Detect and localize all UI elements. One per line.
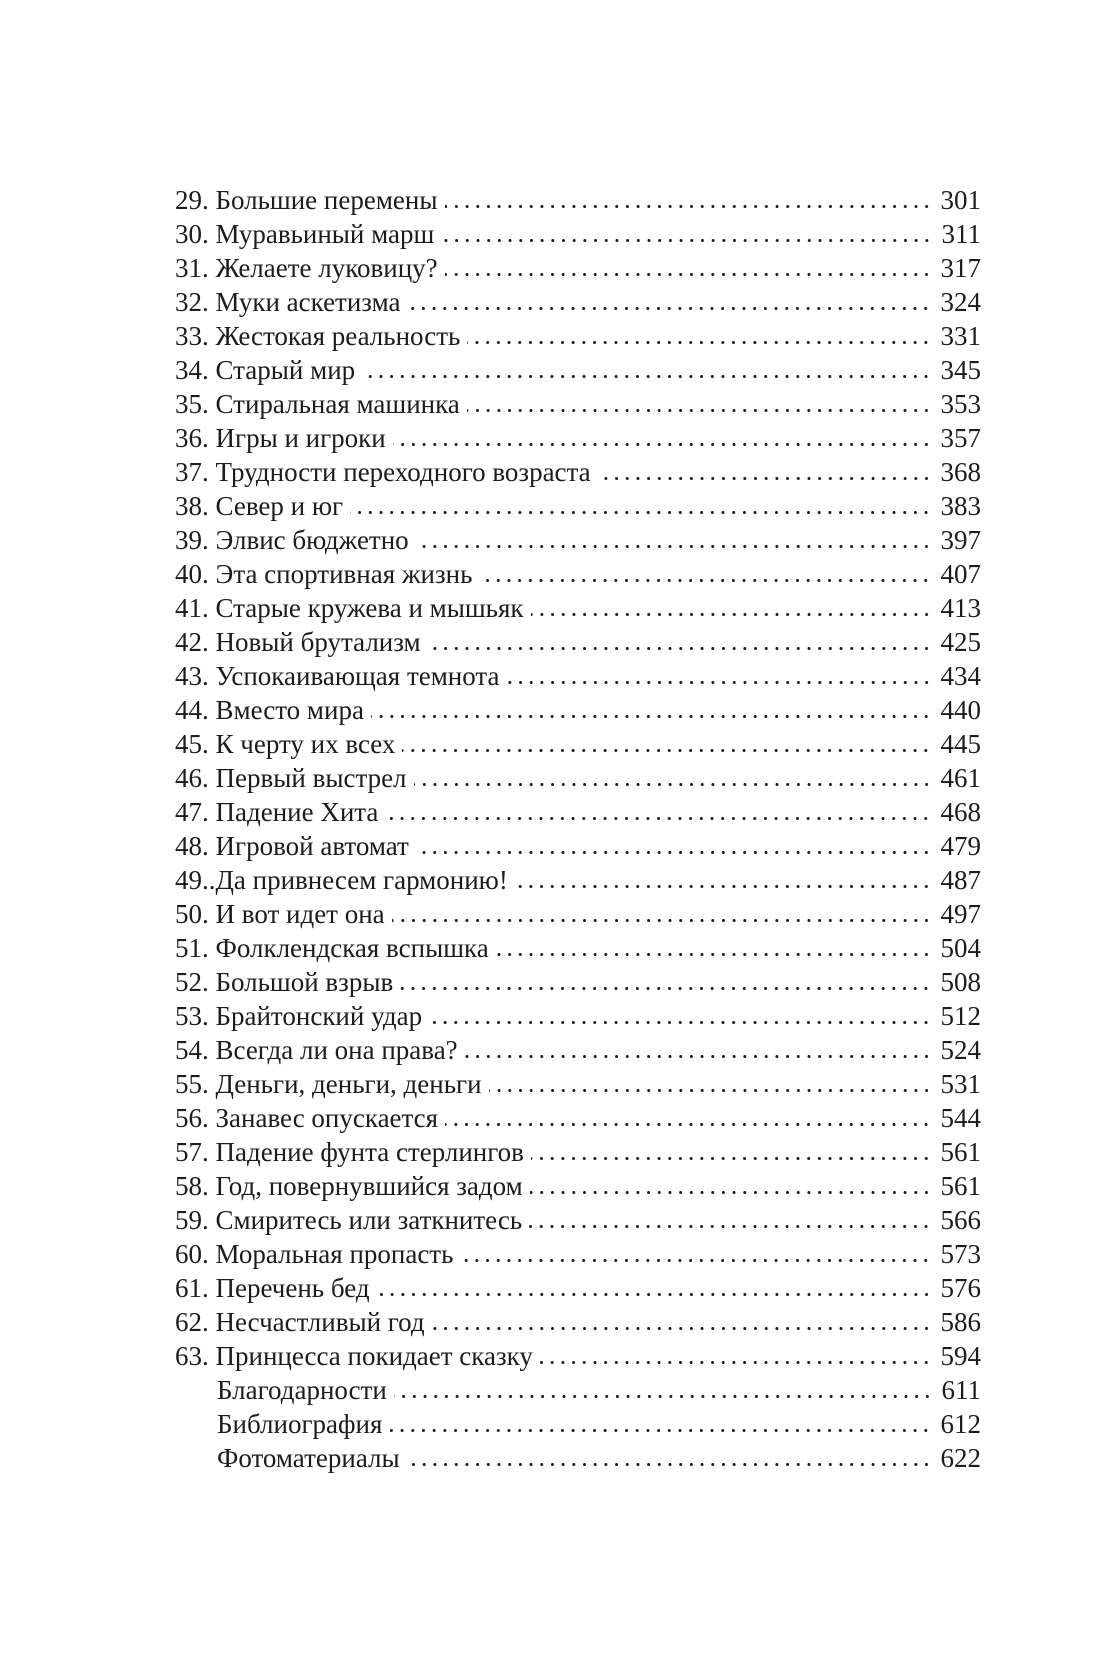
toc-entry-page: 331	[940, 321, 981, 351]
toc-entry	[175, 1203, 981, 1237]
dot-leader	[465, 1033, 932, 1067]
dot-leader	[460, 1237, 931, 1271]
toc-entry-label: 56. Занавес опускается	[175, 1103, 439, 1133]
toc-entry-page: 479	[940, 831, 981, 861]
dot-leader	[507, 659, 932, 693]
toc-entry	[175, 285, 981, 319]
toc-entry	[175, 829, 981, 863]
toc-entry-label: 36. Игры и игроки	[175, 423, 386, 453]
toc-entry-page: 561	[940, 1171, 981, 1201]
toc-entry-page: 576	[940, 1273, 981, 1303]
dot-leader	[467, 319, 931, 353]
toc-entry-label: 63. Принцесса покидает сказку	[175, 1341, 533, 1371]
dot-leader	[371, 693, 932, 727]
toc-entry	[175, 1271, 981, 1305]
toc-entry	[175, 319, 981, 353]
toc-entry-label: 39. Элвис бюджетно	[175, 525, 409, 555]
toc-entry-page: 504	[940, 933, 981, 963]
toc-entry	[175, 455, 981, 489]
toc-entry-label: 45. К черту их всех	[175, 729, 396, 759]
toc-entry-page: 531	[940, 1069, 981, 1099]
dot-leader	[441, 217, 932, 251]
toc-entry-page: 561	[940, 1137, 981, 1167]
toc-entry-page: 440	[940, 695, 981, 725]
toc-entry	[175, 659, 981, 693]
toc-entry-label: 38. Север и юг	[175, 491, 344, 521]
toc-entry-label: 41. Старые кружева и мышьяк	[175, 593, 524, 623]
toc-entry	[175, 1237, 981, 1271]
dot-leader	[402, 727, 931, 761]
toc-entry-page: 586	[940, 1307, 981, 1337]
toc-entry-label: 32. Муки аскетизма	[175, 287, 401, 317]
dot-leader	[407, 285, 931, 319]
dot-leader	[400, 965, 931, 999]
toc-entry-page: 524	[940, 1035, 981, 1065]
toc-entry	[175, 1101, 981, 1135]
toc-entry-page: 425	[940, 627, 981, 657]
toc-entry-label: 44. Вместо мира	[175, 695, 364, 725]
toc-entry-page: 383	[940, 491, 981, 521]
dot-leader	[377, 1271, 932, 1305]
dot-leader	[531, 591, 932, 625]
toc-entry-label: 30. Муравьиный марш	[175, 219, 435, 249]
toc-entry-page: 434	[940, 661, 981, 691]
toc-entry	[175, 557, 981, 591]
toc-entry	[175, 1441, 981, 1475]
toc-entry-page: 301	[940, 185, 981, 215]
toc-entry	[175, 387, 981, 421]
toc-list	[175, 183, 981, 1475]
toc-entry	[175, 693, 981, 727]
toc-entry	[175, 1373, 981, 1407]
toc-entry	[175, 217, 981, 251]
toc-entry-page: 497	[940, 899, 981, 929]
toc-entry-label: 40. Эта спортивная жизнь	[175, 559, 473, 589]
toc-entry-page: 397	[940, 525, 981, 555]
dot-leader	[393, 421, 932, 455]
toc-entry-page: 368	[940, 457, 981, 487]
dot-leader	[530, 1169, 932, 1203]
toc-entry-page: 461	[940, 763, 981, 793]
dot-leader	[531, 1135, 932, 1169]
toc-entry-page: 445	[940, 729, 981, 759]
toc-entry-page: 573	[940, 1239, 981, 1269]
toc-entry	[175, 761, 981, 795]
toc-entry-label: 61. Перечень бед	[175, 1273, 370, 1303]
toc-entry-page: 544	[940, 1103, 981, 1133]
dot-leader	[445, 183, 932, 217]
toc-entry-label: 62. Несчастливый год	[175, 1307, 425, 1337]
toc-entry-page: 357	[940, 423, 981, 453]
toc-entry-page: 508	[940, 967, 981, 997]
toc-entry	[175, 1135, 981, 1169]
dot-leader	[416, 523, 932, 557]
toc-entry-label: 50. И вот идет она	[175, 899, 385, 929]
toc-entry	[175, 727, 981, 761]
toc-entry	[175, 1169, 981, 1203]
dot-leader	[529, 1203, 931, 1237]
toc-entry-label: Библиография	[217, 1409, 383, 1439]
dot-leader	[394, 1373, 933, 1407]
dot-leader	[540, 1339, 932, 1373]
dot-leader	[429, 999, 931, 1033]
dot-leader	[598, 455, 932, 489]
dot-leader	[389, 1407, 931, 1441]
toc-entry-page: 612	[940, 1409, 981, 1439]
dot-leader	[467, 387, 932, 421]
toc-entry-label: 43. Успокаивающая темнота	[175, 661, 500, 691]
toc-entry	[175, 897, 981, 931]
dot-leader	[414, 761, 932, 795]
toc-entry-label: 46. Первый выстрел	[175, 763, 407, 793]
toc-entry	[175, 353, 981, 387]
toc-entry-page: 413	[940, 593, 981, 623]
toc-entry-label: 29. Большие перемены	[175, 185, 438, 215]
toc-entry	[175, 183, 981, 217]
toc-entry-page: 468	[940, 797, 981, 827]
toc-entry-label: 33. Жестокая реальность	[175, 321, 461, 351]
toc-entry-label: 51. Фолклендская вспышка	[175, 933, 489, 963]
toc-entry	[175, 999, 981, 1033]
toc-entry-page: 487	[940, 865, 981, 895]
toc-entry-label: Благодарности	[217, 1375, 387, 1405]
dot-leader	[385, 795, 931, 829]
dot-leader	[496, 931, 932, 965]
dot-leader	[489, 1067, 932, 1101]
toc-entry-label: Фотоматериалы	[217, 1443, 400, 1473]
toc-entry-label: 57. Падение фунта стерлингов	[175, 1137, 524, 1167]
toc-entry	[175, 931, 981, 965]
toc-entry	[175, 795, 981, 829]
toc-entry-page: 407	[940, 559, 981, 589]
toc-entry-label: 48. Игровой автомат	[175, 831, 409, 861]
dot-leader	[428, 625, 932, 659]
toc-entry-label: 58. Год, повернувшийся задом	[175, 1171, 523, 1201]
dot-leader	[479, 557, 931, 591]
toc-entry-page: 594	[940, 1341, 981, 1371]
toc-entry-label: 55. Деньги, деньги, деньги	[175, 1069, 482, 1099]
toc-entry-page: 611	[941, 1375, 981, 1405]
dot-leader	[445, 251, 932, 285]
toc-entry-label: 31. Желаете луковицу?	[175, 253, 438, 283]
toc-entry	[175, 421, 981, 455]
toc-entry-label: 53. Брайтонский удар	[175, 1001, 423, 1031]
toc-entry-page: 622	[940, 1443, 981, 1473]
dot-leader	[407, 1441, 932, 1475]
toc-entry	[175, 863, 981, 897]
toc-entry-page: 353	[940, 389, 981, 419]
toc-entry	[175, 1033, 981, 1067]
toc-entry	[175, 1339, 981, 1373]
toc-entry	[175, 1407, 981, 1441]
toc-entry	[175, 591, 981, 625]
dot-leader	[515, 863, 932, 897]
toc-entry-page: 566	[940, 1205, 981, 1235]
toc-entry-label: 47. Падение Хита	[175, 797, 379, 827]
toc-entry-label: 42. Новый брутализм	[175, 627, 421, 657]
toc-entry	[175, 523, 981, 557]
toc-entry-page: 311	[941, 219, 981, 249]
toc-entry	[175, 1305, 981, 1339]
toc-entry	[175, 625, 981, 659]
dot-leader	[432, 1305, 932, 1339]
toc-entry	[175, 489, 981, 523]
toc-entry-page: 324	[940, 287, 981, 317]
toc-entry-label: 59. Смиритесь или заткнитесь	[175, 1205, 523, 1235]
toc-entry	[175, 965, 981, 999]
toc-entry-label: 49..Да привнесем гармонию!	[175, 865, 508, 895]
toc-entry-page: 317	[940, 253, 981, 283]
toc-entry-label: 37. Трудности переходного возраста	[175, 457, 591, 487]
dot-leader	[350, 489, 931, 523]
dot-leader	[362, 353, 931, 387]
toc-entry	[175, 1067, 981, 1101]
toc-entry-label: 35. Стиральная машинка	[175, 389, 460, 419]
dot-leader	[416, 829, 932, 863]
toc-entry-label: 60. Моральная пропасть	[175, 1239, 454, 1269]
toc-entry-label: 34. Старый мир	[175, 355, 356, 385]
toc-entry-label: 52. Большой взрыв	[175, 967, 394, 997]
toc-entry	[175, 251, 981, 285]
dot-leader	[392, 897, 932, 931]
dot-leader	[445, 1101, 931, 1135]
toc-entry-page: 345	[940, 355, 981, 385]
toc-entry-label: 54. Всегда ли она права?	[175, 1035, 458, 1065]
toc-entry-page: 512	[940, 1001, 981, 1031]
